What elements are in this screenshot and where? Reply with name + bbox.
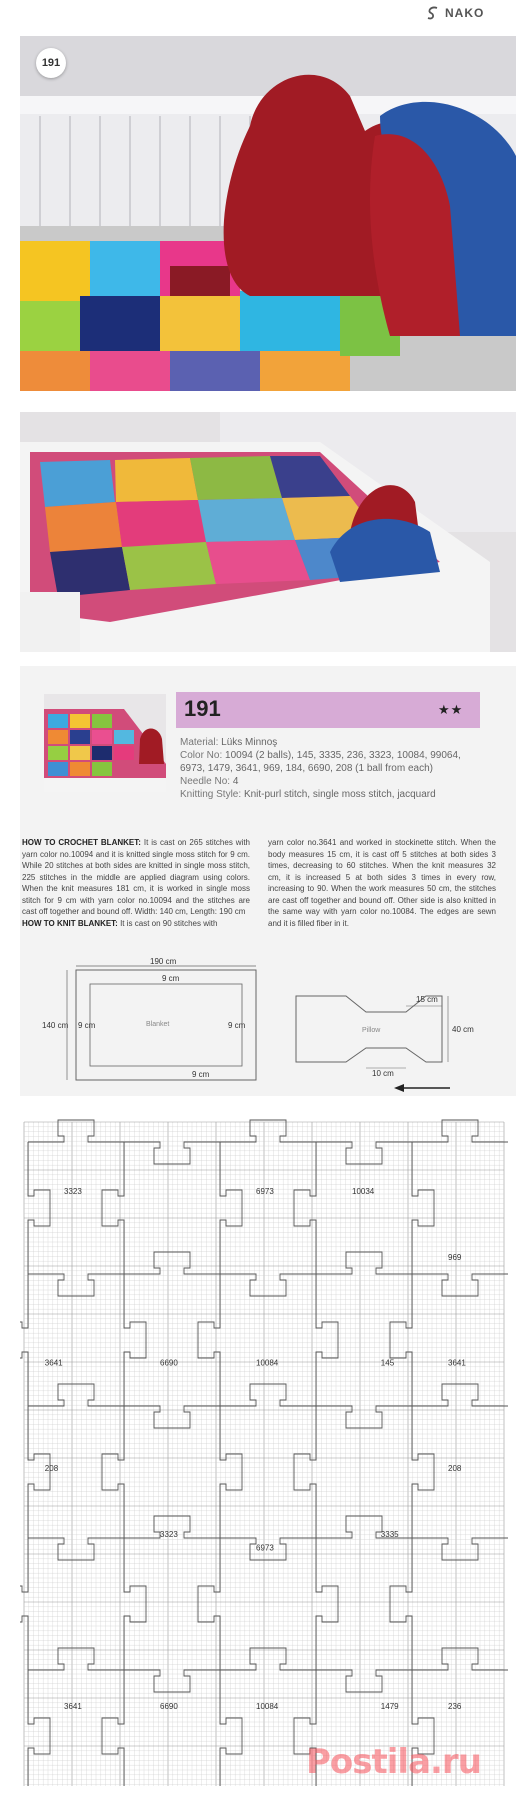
chart-color-label: 6973 (256, 1543, 274, 1553)
pattern-thumbnail (44, 694, 166, 792)
chart-color-label: 6973 (256, 1187, 274, 1196)
pillow-schematic (296, 995, 474, 1092)
knit-heading: HOW TO KNIT BLANKET: (22, 918, 118, 928)
pillow-top-label: 15 cm (416, 995, 438, 1004)
knitting-chart (20, 1118, 510, 1790)
color-line-2: 6973, 1479, 3641, 969, 184, 6690, 208 (1 ball from each) (180, 763, 433, 774)
blanket-label: Blanket (146, 1021, 170, 1028)
knit-text: It is cast on 90 stitches with (120, 918, 218, 928)
border-right-label: 9 cm (228, 1021, 246, 1030)
crochet-heading: HOW TO CROCHET BLANKET: (22, 838, 141, 847)
chart-color-label: 208 (44, 1464, 59, 1474)
needle-label: Needle No: (180, 776, 231, 787)
crochet-text: It is cast on 265 stitches with yarn color no.10094 and it is knitted single moss stitch for 9 cm. While 20 stitches at both sides are knitted in single moss stitch, 225 stitches in the middle are applied diagram using colors. When the knit measures 181 cm, it is worked in single moss stitch for 9 cm with yarn color no.10094 and the stitches are cast off together and bound off. Width: 140 cm, Length: 190 cm (22, 838, 251, 916)
border-bottom-label: 9 cm (192, 1070, 210, 1079)
pattern-number-badge: 191 (36, 48, 66, 78)
style-value: Knit-purl stitch, single moss stitch, jacquard (243, 789, 436, 800)
brand-name: NAKO (445, 6, 485, 20)
chart-color-label: 10084 (256, 1358, 279, 1368)
color-value-1: 10094 (2 balls), 145, 3335, 236, 3323, 10084, 99064, (225, 750, 461, 761)
chart-color-label: 6690 (160, 1358, 178, 1368)
style-line (180, 788, 510, 801)
style-label: Knitting Style: (180, 789, 242, 800)
chart-color-label: 3641 (44, 1358, 63, 1368)
thumbnail-illustration (44, 694, 166, 792)
chart-color-label: 3641 (64, 1701, 82, 1711)
material-label: Material: (180, 737, 219, 748)
color-line (180, 749, 510, 762)
blanket-width-label: 190 cm (150, 957, 177, 966)
chart-color-label: 3335 (380, 1530, 399, 1540)
nako-logo (425, 4, 484, 22)
chart-color-label: 969 (448, 1253, 462, 1262)
watermark: Postila.ru (306, 1742, 481, 1782)
pillow-bottom-label: 10 cm (372, 1069, 394, 1078)
chart-color-label: 10034 (352, 1187, 375, 1196)
direction-arrow-icon (394, 1084, 404, 1092)
border-top-label: 9 cm (162, 974, 180, 983)
pattern-title: 191 (184, 696, 221, 721)
chart-color-label: 1479 (380, 1701, 399, 1711)
instructions-col-1 (22, 837, 250, 929)
pillow-height-label: 40 cm (452, 1025, 474, 1034)
chart-color-label: 3323 (64, 1187, 82, 1196)
blanket-bed-illustration (20, 412, 516, 652)
chart-color-label: 236 (448, 1701, 462, 1711)
chart-color-label: 3323 (160, 1530, 178, 1540)
material-line (180, 736, 510, 749)
instructions-col-2: yarn color no.3641 and worked in stockinette stitch. When the body measures 15 cm, it is cast off 5 stitches at both sides 3 times, decreasing to 60 stitches. When the knit measures 32 cm, it is increased 5 at both sides 3 times in every row, increasing to 90. When the work measures 50 cm, the stitches are cast off together and bound off. Other side is also knitted in the same way with yarn color no.10084. The edges are sewn and it is filled fiber in it. (268, 838, 496, 928)
blanket-photo-closeup (20, 36, 516, 391)
chart-color-label: 3641 (448, 1358, 466, 1368)
blanket-height-label: 140 cm (42, 1021, 69, 1030)
color-label: Color No: (180, 750, 223, 761)
nako-swirl-icon (425, 5, 441, 21)
pillow-label: Pillow (362, 1027, 381, 1034)
border-left-label: 9 cm (78, 1021, 96, 1030)
size-schematics (20, 956, 516, 1096)
chart-color-label: 145 (380, 1358, 395, 1368)
needle-value: 4 (232, 776, 239, 787)
chart-color-label: 6690 (160, 1701, 178, 1711)
material-value: Lüks Minnoş (221, 737, 278, 748)
blanket-schematic (42, 957, 256, 1080)
title-bar (176, 692, 480, 728)
difficulty-stars: ★★ (438, 702, 464, 717)
chart-color-label: 10084 (256, 1701, 279, 1711)
chart-color-label: 208 (448, 1464, 462, 1474)
needle-line (180, 775, 510, 788)
blanket-photo-bed (20, 412, 516, 652)
blanket-closeup-illustration (20, 36, 516, 391)
